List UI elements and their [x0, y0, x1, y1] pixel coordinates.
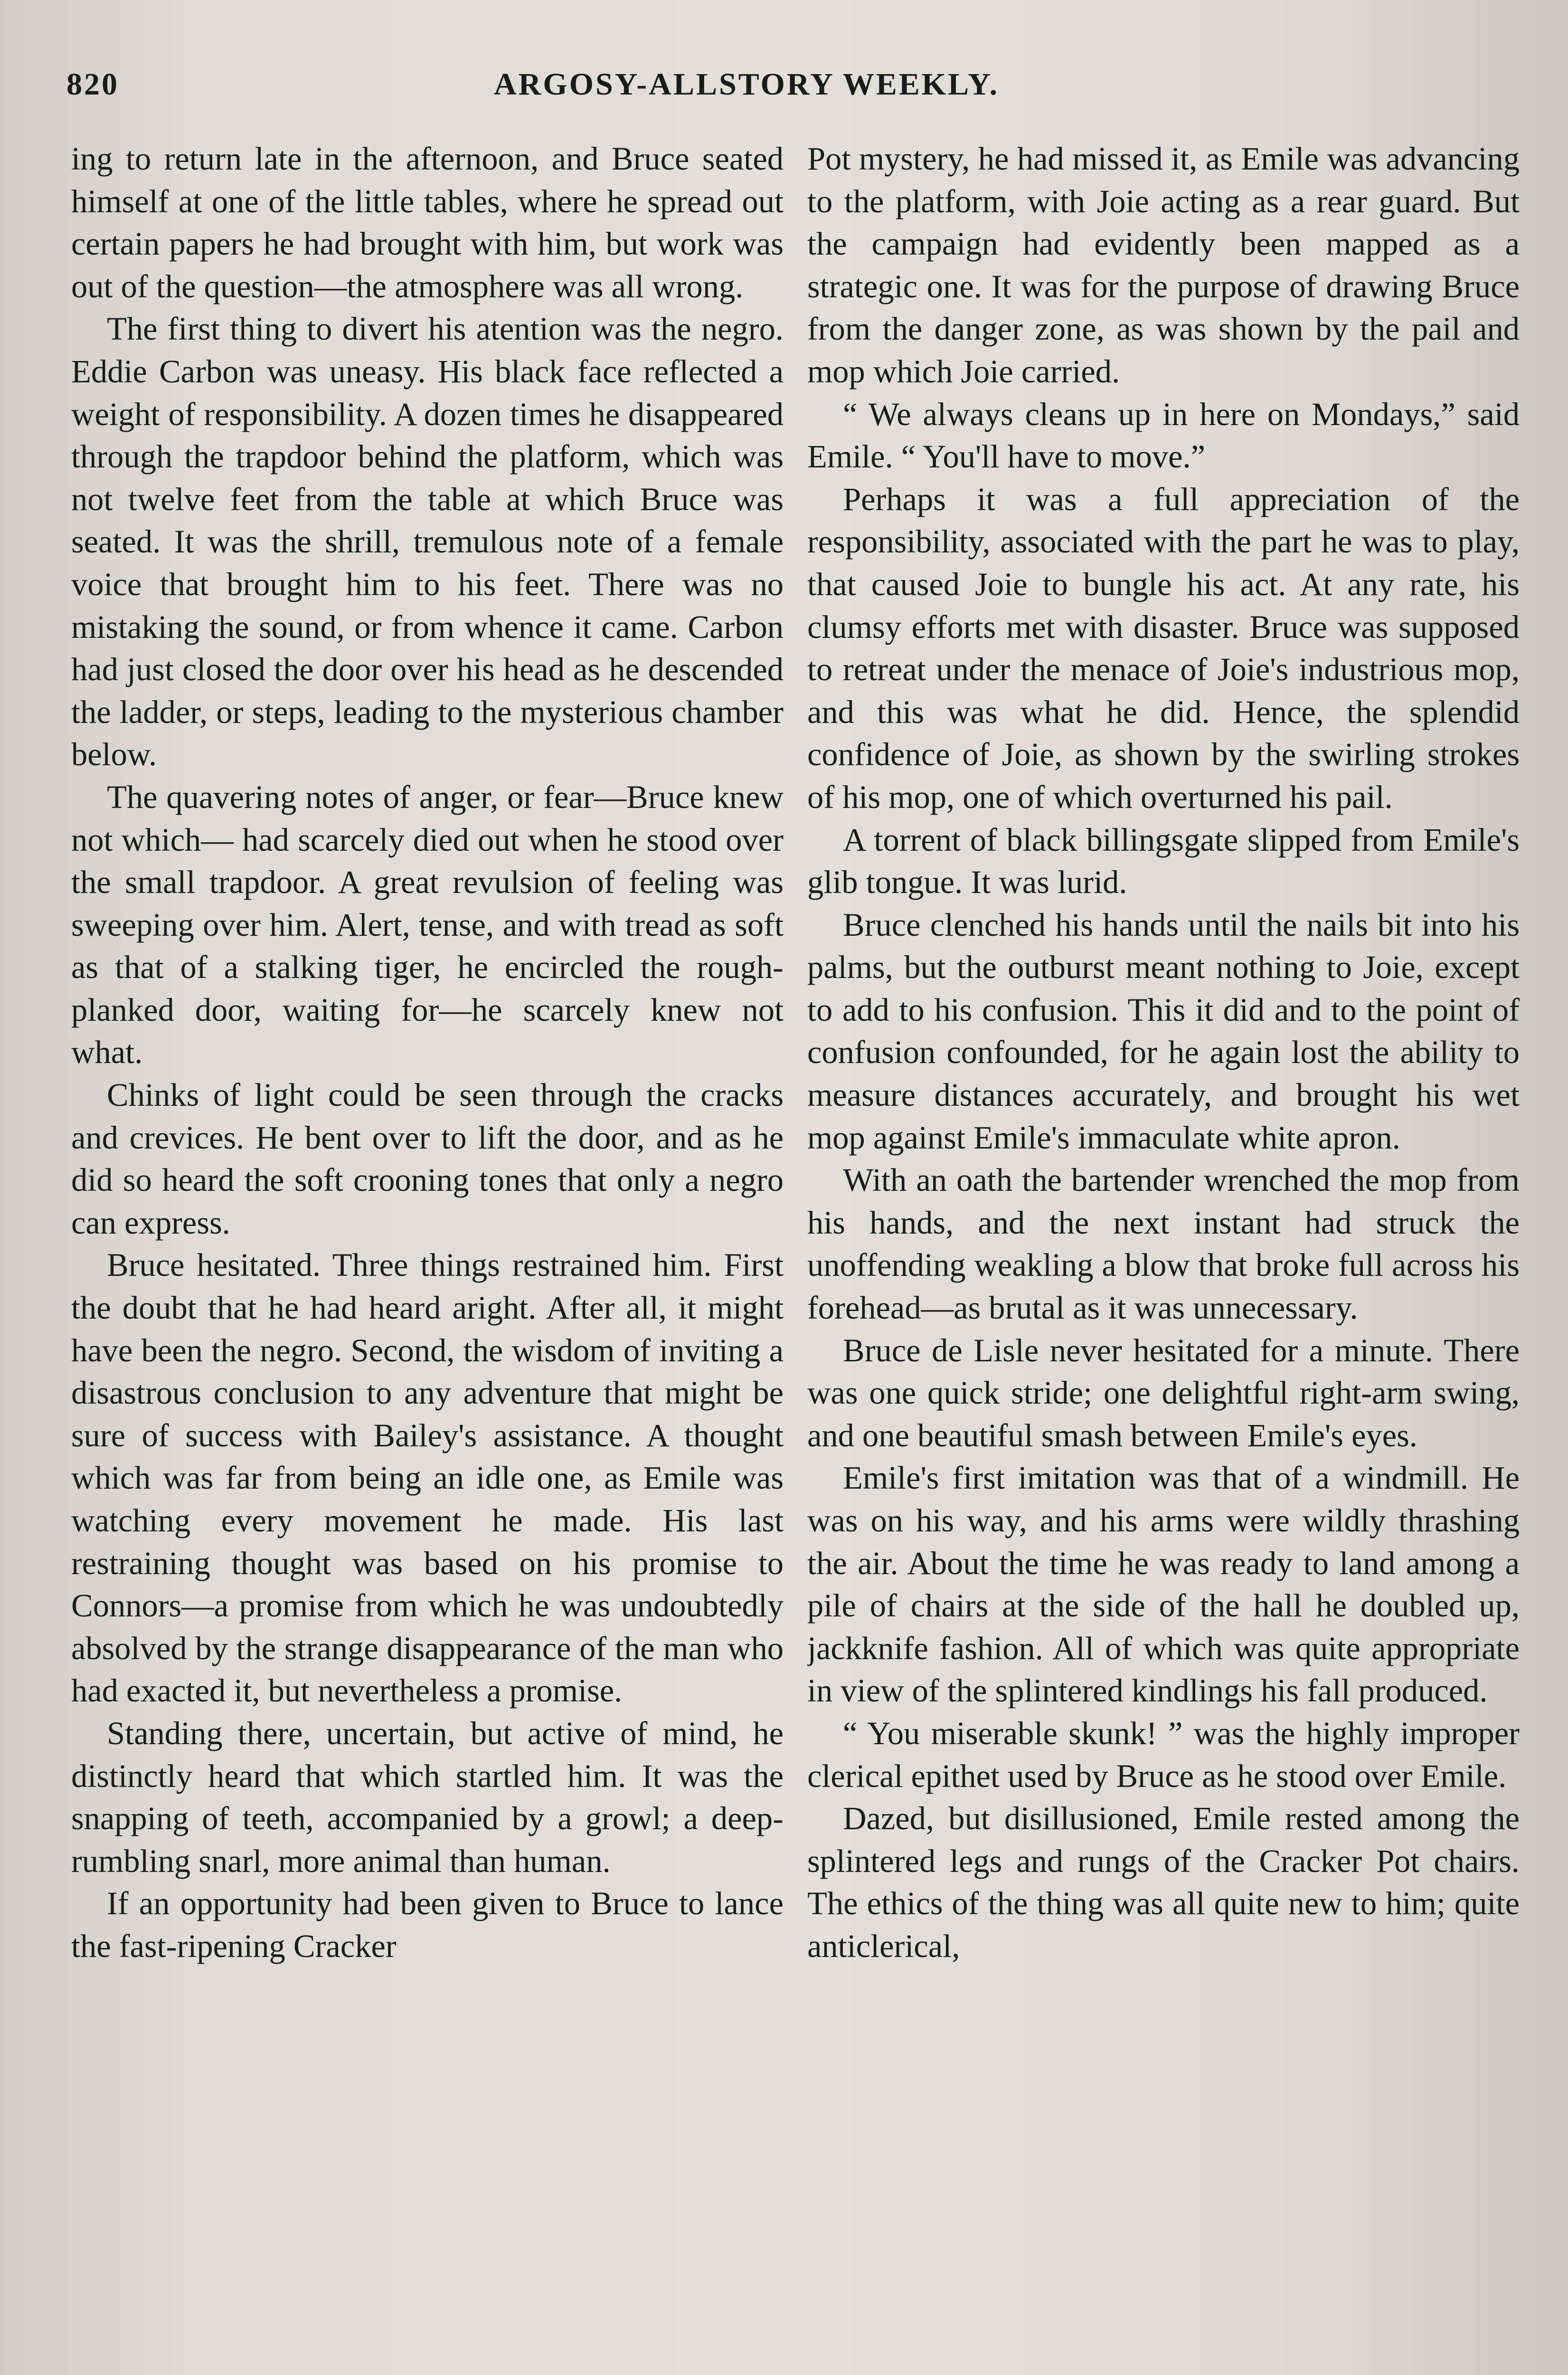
paragraph: Emile's first imitation was that of a windmill. He was on his way, and his arms were wildly thrashing the air. About the time he was ready to land among a pile of chairs at the side of the hall he doubled up, jackknife fashion. All of which was quite appropriate in view of the splintered kindlings his fall produced.	[807, 1460, 1520, 1709]
running-head: ARGOSY-ALLSTORY WEEKLY.	[494, 67, 1000, 102]
paragraph: If an opportunity had been given to Bruce to lance the fast-ripening Cracker	[71, 1885, 784, 1964]
paragraph: “ You miserable skunk! ” was the highly improper clerical epithet used by Bruce as he stood over Emile.	[807, 1715, 1520, 1794]
paragraph: With an oath the bartender wrenched the mop from his hands, and the next instant had struck the unoffending weakling a blow that broke full across his forehead—as brutal as it was unnecessary.	[807, 1162, 1520, 1326]
paragraph: The quavering notes of anger, or fear—Bruce knew not which— had scarcely died out when he stood over the small trapdoor. A great revulsion of feeling was sweeping over him. Alert, tense, and with tread as soft as that of a stalking tiger, he encircled the rough-planked door, waiting for—he scarcely knew not what.	[71, 779, 784, 1071]
page-header	[66, 57, 1501, 114]
paragraph: Pot mystery, he had missed it, as Emile was advancing to the platform, with Joie acting as a rear guard. But the campaign had evidently been mapped as a strategic one. It was for the purpose of drawing Bruce from the danger zone, as was shown by the pail and mop which Joie carried.	[807, 141, 1520, 390]
paragraph: Bruce clenched his hands until the nails bit into his palms, but the outburst meant nothing to Joie, except to add to his confusion. This it did and to the point of confusion confounded, for he again lost the ability to measure distances accurately, and brought his wet mop against Emile's immaculate white apron.	[807, 906, 1520, 1156]
paragraph: The first thing to divert his atention was the negro. Eddie Carbon was uneasy. His black face reflected a weight of responsibility. A dozen times he disappeared through the trapdoor behind the platform, which was not twelve feet from the table at which Bruce was seated. It was the shrill, tremulous note of a female voice that brought him to his feet. There was no mistaking the sound, or from whence it came. Carbon had just closed the door over his head as he descended the ladder, or steps, leading to the mysterious chamber below.	[71, 311, 784, 773]
paragraph: Bruce hesitated. Three things restrained him. First the doubt that he had heard aright. After all, it might have been the negro. Second, the wisdom of inviting a disastrous conclusion to any adventure that might be sure of success with Bailey's assistance. A thought which was far from being an idle one, as Emile was watching every movement he made. His last restraining thought was based on his promise to Connors—a promise from which he was undoubtedly absolved by the strange disappearance of the man who had exacted it, but nevertheless a promise.	[71, 1247, 784, 1709]
paragraph: “ We always cleans up in here on Mondays,” said Emile. “ You'll have to move.”	[807, 396, 1520, 475]
paragraph: Perhaps it was a full appreciation of the responsibility, associated with the part he was to play, that caused Joie to bungle his act. At any rate, his clumsy efforts met with disaster. Bruce was supposed to retreat under the menace of Joie's industrious mop, and this was what he did. Hence, the splendid confidence of Joie, as shown by the swirling strokes of his mop, one of which overturned his pail.	[807, 481, 1520, 815]
paragraph: A torrent of black billingsgate slipped from Emile's glib tongue. It was lurid.	[807, 821, 1520, 901]
paragraph: Bruce de Lisle never hesitated for a minute. There was one quick stride; one delightful right-arm swing, and one beautiful smash between Emile's eyes.	[807, 1332, 1520, 1454]
left-column	[71, 138, 784, 2370]
paragraph: Dazed, but disillusioned, Emile rested among the splintered legs and rungs of the Cracker Pot chairs. The ethics of the thing was all quite new to him; quite anticlerical,	[807, 1800, 1520, 1964]
page-number: 820	[66, 67, 119, 102]
paragraph: ing to return late in the afternoon, and Bruce seated himself at one of the little tables, where he spread out certain papers he had brought with him, but work was out of the question—the atmosphere was all wrong.	[71, 141, 784, 304]
paragraph: Chinks of light could be seen through the cracks and crevices. He bent over to lift the door, and as he did so heard the soft crooning tones that only a negro can express.	[71, 1077, 784, 1241]
paragraph: Standing there, uncertain, but active of mind, he distinctly heard that which startled him. It was the snapping of teeth, accompanied by a growl; a deep-rumbling snarl, more animal than human.	[71, 1715, 784, 1879]
right-column	[807, 138, 1520, 2370]
